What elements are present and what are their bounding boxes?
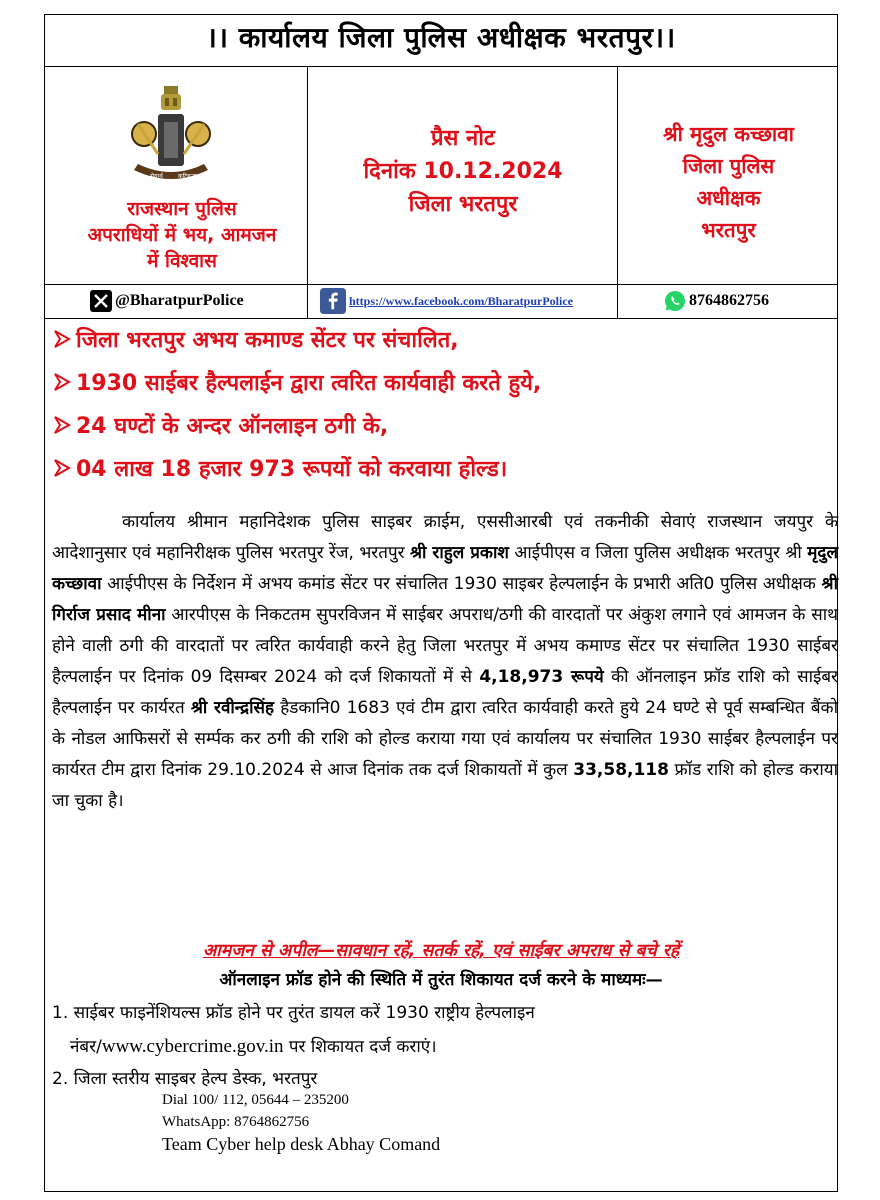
twitter-handle[interactable]: [90, 286, 244, 316]
org-motto-line1: अपराधियों में भय, आमजन: [87, 224, 277, 246]
org-motto-line2: में विश्वास: [147, 250, 217, 272]
method-2: 2. जिला स्तरीय साइबर हेल्प डेस्क, भरतपुर: [52, 1069, 318, 1089]
table-divider-left: [307, 66, 308, 318]
arrow-bullet-icon: [52, 372, 72, 392]
twitter-handle-text: @BharatpurPolice: [115, 292, 244, 309]
method-1-line2: नंबर/www.cybercrime.gov.in पर शिकायत दर्ज कराएं।: [70, 1036, 437, 1057]
facebook-url[interactable]: https://www.facebook.com/BharatpurPolice: [349, 293, 573, 308]
x-twitter-icon: [90, 290, 112, 312]
press-note-date: दिनांक 10.12.2024: [363, 159, 563, 184]
arrow-bullet-icon: [52, 415, 72, 435]
public-appeal: आमजन से अपील—सावधान रहें, सतर्क रहें, एवं साईबर अपराध से बचे रहें: [202, 941, 680, 961]
official-name: मृदुल कच्छावा: [52, 543, 838, 594]
arrow-bullet-icon: [52, 458, 72, 478]
headline-3: 24 घण्टों के अन्दर ऑनलाइन ठगी के,: [52, 410, 388, 440]
facebook-link[interactable]: [320, 286, 573, 316]
help-desk-team: Team Cyber help desk Abhay Comand: [162, 1134, 441, 1154]
complaint-methods-heading: ऑनलाइन फ्रॉड होने की स्थिति में तुरंत शिकायत दर्ज करने के माध्यमः—: [219, 970, 663, 990]
method-1-line1: 1. साईबर फाइनेंशियल्स फ्रॉड होने पर तुरंत डायल करें 1930 राष्ट्रीय हेल्पलाइन: [52, 1003, 535, 1023]
svg-text:सेवार्थ: सेवार्थ: [150, 173, 163, 180]
arrow-bullet-icon: [52, 329, 72, 349]
press-note-label: प्रैस नोट: [430, 126, 496, 151]
cybercrime-url[interactable]: www.cybercrime.gov.in: [101, 1036, 284, 1057]
dial-numbers: Dial 100/ 112, 05644 – 235200: [162, 1092, 349, 1108]
official-name: श्री गिर्राज प्रसाद मीना: [52, 574, 838, 625]
org-name: राजस्थान पुलिस: [127, 198, 237, 220]
table-mid-line: [44, 284, 838, 285]
official-name: श्री रवीन्द्रसिंह: [190, 698, 274, 718]
table-divider-right: [617, 66, 618, 318]
svg-text:कटिबद्धता: कटिबद्धता: [178, 173, 201, 180]
press-body-paragraph: कार्यालय श्रीमान महानिदेशक पुलिस साइबर क्राईम, एससीआरबी एवं तकनीकी सेवाएं राजस्थान जयपुर के आदेशानुसार एवं महानिरीक्षक पुलिस भरतपुर रेंज, भरतपुर श्री राहुल प्रकाश आईपीएस व जिला पुलिस अधीक्षक भरतपुर श्री मृदुल कच्छावा आईपीएस के निर्देशन में अभय कमांड सेंटर पर संचालित 1930 साइबर हेल्पलाईन के प्रभारी अति0 पुलिस अधीक्षक श्री गिर्राज प्रसाद मीना आरपीएस के निकटतम सुपरविजन में साईबर अपराध/ठगी की वारदातों पर अंकुश लगाने एवं आमजन के साथ होने वाली ठगी की वारदातों पर त्वरित कार्यवाही करने हेतु जिला भरतपुर में अभय कमाण्ड सेंटर पर संचालित 1930 साईबर हैल्पलाईन पर दिनांक 09 दिसम्बर 2024 को दर्ज शिकायतों में से 4,18,973 रूपये की ऑनलाइन फ्रॉड राशि को साईबर हैल्पलाईन पर कार्यरत श्री रवीन्द्रसिंह हैडकानि0 1683 एवं टीम द्वारा त्वरित कार्यवाही करते हुये 24 घण्टे से पूर्व सम्बन्धित बैंको के नोडल आफिसरों से सर्म्पक कर ठगी की राशि को होल्ड कराया गया एवं कार्यालय पर संचालित 1930 साईबर हैल्पलाईन पर कार्यरत टीम द्वारा दिनांक 29.10.2024 से आज दिनांक तक दर्ज शिकायतों में कुल 33,58,118 फ्रॉड राशि को होल्ड कराया जा चुका है।: [52, 512, 838, 811]
table-top-line: [44, 66, 838, 67]
table-bottom-line: [44, 318, 838, 319]
whatsapp-icon: [664, 290, 686, 312]
sp-name: श्री मृदुल कच्छावा: [663, 122, 794, 146]
sp-title-line2: अधीक्षक: [696, 186, 761, 210]
police-emblem-icon: [128, 84, 214, 190]
facebook-icon: [320, 288, 346, 314]
whatsapp-contact[interactable]: [664, 286, 769, 316]
headline-1: जिला भरतपुर अभय कमाण्ड सेंटर पर संचालित,: [52, 324, 459, 354]
official-name: श्री राहुल प्रकाश: [410, 543, 509, 563]
sp-title-line1: जिला पुलिस: [682, 154, 775, 178]
total-held-amount: 33,58,118: [573, 760, 669, 780]
sp-location: भरतपुर: [701, 218, 756, 242]
press-note-district: जिला भरतपुर: [408, 192, 518, 217]
held-amount: 4,18,973 रूपये: [479, 667, 604, 687]
footer-whatsapp: WhatsApp: 8764862756: [162, 1114, 310, 1130]
headline-2: 1930 साईबर हैल्पलाईन द्वारा त्वरित कार्यवाही करते हुये,: [52, 367, 541, 397]
office-title: ।। कार्यालय जिला पुलिस अधीक्षक भरतपुर।।: [206, 21, 676, 54]
headline-4: 04 लाख 18 हजार 973 रूपयों को करवाया होल्ड।: [52, 453, 507, 483]
whatsapp-number: 8764862756: [689, 292, 769, 309]
